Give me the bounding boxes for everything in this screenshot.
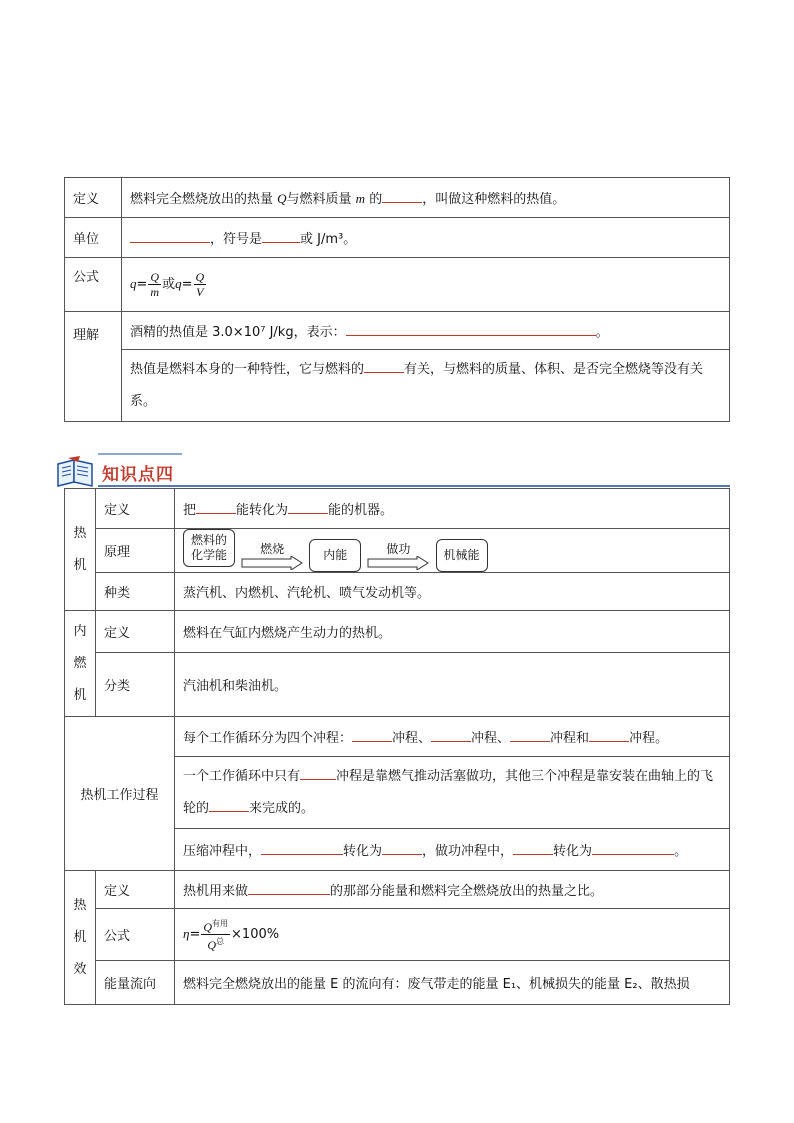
row-label: 定义 (65, 178, 122, 218)
principle-diagram (175, 529, 730, 573)
mechanical-energy-box: 机械能 (436, 539, 488, 572)
fill-blank[interactable] (431, 729, 471, 742)
row-content: 酒精的热值是 3.0×10⁷ J/kg，表示： 。 (122, 312, 730, 350)
section-title: 知识点四 (102, 465, 174, 485)
fill-blank[interactable] (262, 230, 300, 243)
fill-blank[interactable] (589, 729, 629, 742)
fill-blank[interactable] (209, 799, 249, 812)
fill-blank[interactable] (261, 842, 343, 855)
understanding-row (65, 312, 730, 350)
fill-blank[interactable] (288, 501, 328, 514)
row-label: 定义 (96, 489, 175, 529)
row-content: ，符号是 或 J/m³。 (122, 218, 730, 258)
row-label: 原理 (96, 529, 175, 573)
row-content: 热机用来做 的那部分能量和燃料完全燃烧放出的热量之比。 (175, 871, 730, 909)
section-label-efficiency: 热 机 效 (65, 871, 96, 1005)
right-arrow-icon (367, 556, 429, 570)
section-label-heat-engine: 热 机 (65, 489, 96, 611)
efficiency-flow-row (65, 961, 730, 1005)
arrow: 燃烧 (241, 542, 303, 570)
efficiency-definition-row (65, 871, 730, 909)
internal-energy-box: 内能 (309, 539, 361, 572)
engine-types-row (65, 573, 730, 611)
section-header (54, 452, 730, 490)
fraction: $\frac{Q}{m}$ (150, 270, 160, 299)
row-content: 每个工作循环分为四个冲程： 冲程、 冲程、 冲程和 冲程。 (175, 717, 730, 757)
row-label: 公式 (96, 909, 175, 961)
row-content: 把 能转化为 能的机器。 (175, 489, 730, 529)
definition-row (65, 178, 730, 218)
row-label: 公式 (65, 258, 122, 312)
row-label: 种类 (96, 573, 175, 611)
row-content: 汽油机和柴油机。 (175, 653, 730, 717)
row-label: 能量流向 (96, 961, 175, 1005)
row-content: q= $\frac{Q}{m}$ 或q= $\frac{Q}{V}$ (122, 258, 730, 312)
engine-principle-row (65, 529, 730, 573)
fill-blank[interactable] (364, 360, 404, 373)
fill-blank[interactable] (382, 842, 422, 855)
row-content: 燃料完全燃烧放出的热量 Q与燃料质量 m 的 ，叫做这种燃料的热值。 (122, 178, 730, 218)
fill-blank[interactable] (592, 842, 674, 855)
heat-engine-table (64, 488, 730, 1005)
fill-blank[interactable] (196, 501, 236, 514)
section-label-process: 热机工作过程 (65, 717, 175, 871)
row-content: 一个工作循环中只有 冲程是靠燃气推动活塞做功，其他三个冲程是靠安装在曲轴上的飞轮的 来完成的。 (175, 757, 730, 829)
chemical-energy-box: 燃料的化学能 (183, 529, 235, 567)
row-content: 压缩冲程中， 转化为 ，做功冲程中， 转化为 。 (175, 829, 730, 871)
fill-blank[interactable] (352, 729, 392, 742)
fraction: $\frac{Q}{V}$ (195, 270, 205, 299)
formula-row (65, 258, 730, 312)
ice-classification-row (65, 653, 730, 717)
row-content: 热值是燃料本身的一种特性，它与燃料的 有关，与燃料的质量、体积、是否完全燃烧等没有关系。 (122, 350, 730, 422)
row-label: 分类 (96, 653, 175, 717)
row-content: 蒸汽机、内燃机、汽轮机、喷气发动机等。 (175, 573, 730, 611)
section-label-ice: 内 燃 机 (65, 611, 96, 717)
engine-definition-row (65, 489, 730, 529)
fraction: $\frac{Q^{有用}}{Q^总}$ (203, 919, 229, 952)
row-content: 燃料在气缸内燃烧产生动力的热机。 (175, 611, 730, 653)
heat-value-table (64, 177, 730, 422)
right-arrow-icon (241, 556, 303, 570)
fill-blank[interactable] (248, 882, 330, 895)
fill-blank[interactable] (346, 323, 596, 336)
fill-blank[interactable] (510, 729, 550, 742)
unit-row (65, 218, 730, 258)
row-content: η= $\frac{Q^{有用}}{Q^总}$ ×100% (175, 909, 730, 961)
row-content: 燃料完全燃烧放出的能量 E 的流向有：废气带走的能量 E₁、机械损失的能量 E₂、散热损 (175, 961, 730, 1005)
process-row-1 (65, 717, 730, 757)
fill-blank[interactable] (300, 767, 336, 780)
fill-blank[interactable] (130, 230, 210, 243)
arrow: 做功 (367, 542, 429, 570)
row-label: 单位 (65, 218, 122, 258)
row-label: 定义 (96, 611, 175, 653)
understanding-row-2 (65, 350, 730, 422)
efficiency-formula-row (65, 909, 730, 961)
fill-blank[interactable] (513, 842, 553, 855)
fill-blank[interactable] (382, 190, 422, 203)
ice-definition-row (65, 611, 730, 653)
row-label: 理解 (65, 312, 122, 422)
row-label: 定义 (96, 871, 175, 909)
